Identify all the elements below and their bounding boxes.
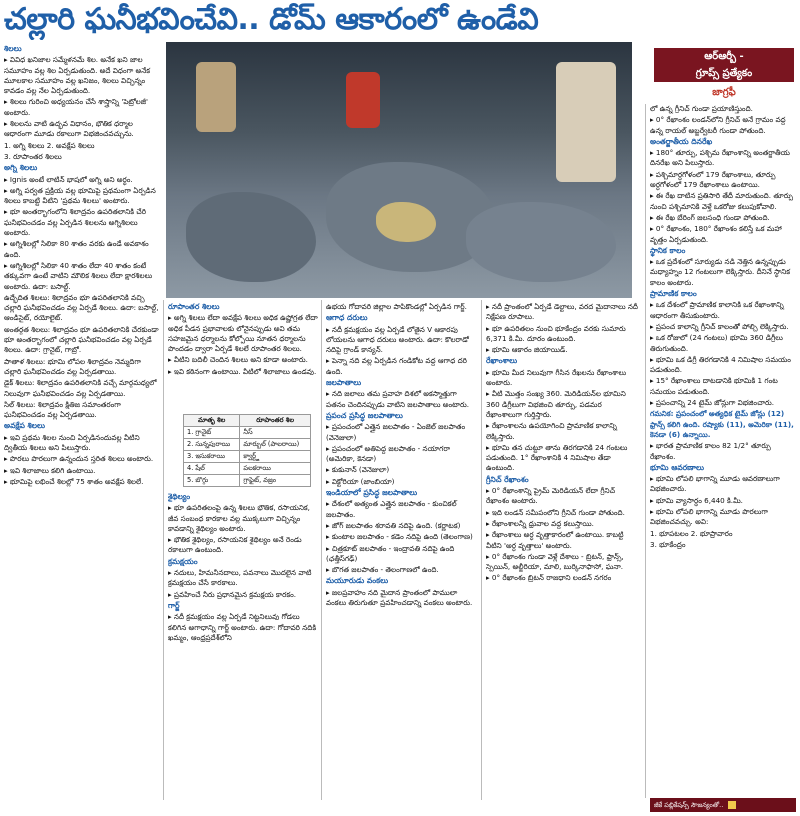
paragraph: ▸ భూ ఉపరితలంపై ఉన్న శిలలు భౌతిక, రసాయనిక, జీవ సంబంధ కారకాల వల్ల ముక్కలుగా విచ్ఛిన్నం కావడాన్ని శైథిల్యం అంటారు. (168, 503, 310, 533)
column-time (650, 104, 796, 794)
paragraph: ▸ భౌతిక శైథిల్యం, రసాయనిక శైథిల్యం అనే రెండు రకాలుగా ఉంటుంది. (168, 535, 302, 555)
paragraph: ▸ నదీ క్రమక్షయం వల్ల ఏర్పడే లోతైన V ఆకారపు లోయలను ఆగాధ దరులు అంటారు. ఉదా: కొలరాడో నదిపై గ్రాండ్ కాన్యన్. (326, 324, 469, 355)
paragraph: ▸ Ignis అంటే లాటిన్ భాషలో అగ్ని అని అర్థం. (4, 174, 133, 184)
paragraph: ▸ భూమి ఒక డిగ్రీ తిరగడానికి 4 నిమిషాల సమయం పడుతుంది. (650, 354, 791, 375)
paragraph: ▸ 0° రేఖాంశాన్ని ప్రైమ్ మెరిడియన్ లేదా గ్రీనిచ్ రేఖాంశం అంటారు. (486, 486, 616, 506)
table-cell: గ్రాఫైట్, వజ్రం (240, 475, 311, 487)
section-title: అవక్షేప శిలలు (4, 421, 46, 431)
table-cell: మార్బుల్ (పాలరాయి) (240, 439, 311, 451)
table-cell: క్వార్ట్జ్ (240, 451, 311, 463)
table-row (184, 475, 311, 487)
paragraph: ▸ జోగ్ జలపాతం శరావతి నదిపై ఉంది. (కర్ణాటక) (326, 520, 461, 530)
paragraph: ▸ 0° రేఖాంశం, 180° రేఖాంశం కలిస్తే ఒక మహా వృత్తం ఏర్పడుతుంది. (650, 224, 782, 244)
section-title: శిలలు (4, 44, 22, 53)
paragraph: ▸ ఇవి ప్రథమ శిలల నుంచి ఏర్పడినందువల్ల వీటిని ద్వితీయ శిలలు అని పిలుస్తారు. (4, 432, 140, 452)
paragraph: ▸ కుంటాల జలపాతం - కడెం నదిపై ఉంది (తెలంగాణ) (326, 532, 473, 542)
table-row (184, 439, 311, 451)
paragraph: ▸ ఆగ్నిశిలల్లో సిలికా 40 శాతం లేదా 40 శాతం కంటే తక్కువగా ఉంటే వాటిని మౌలిక శిలలు లేదా క్షారశిలలు అంటారు. ఉదా: బసాల్ట్. (4, 260, 153, 291)
paragraph: ▸ 0° రేఖాంశం లండన్‌లోని గ్రీనిచ్ అనే గ్రామం వద్ద ఉన్న రాయల్ అబ్జర్వేటరీ గుండా పోతుంది. (650, 115, 786, 135)
paragraph: ▸ ప్రపంచంలో అతిపెద్ద జలపాతం - నయాగరా (అమెరికా, కెనడా) (326, 443, 451, 464)
paragraph: ▸ 0° రేఖాంశం బ్రిటన్ రాజధాని లండన్ నగరం (486, 573, 612, 583)
paragraph: ▸ భూమి మీద నిలువుగా గీసిన రేఖలను రేఖాంశాలు అంటారు. (486, 367, 627, 388)
paragraph: ▸ భూమి తన చుట్టూ తాను తిరగడానికి 24 గంటలు పడుతుంది. 1° రేఖాంశానికి 4 నిమిషాల తేడా ఉంటుంది. (486, 442, 628, 473)
table-cell: నీస్ (240, 427, 311, 439)
table-header-row (184, 415, 311, 427)
column-divider (481, 300, 482, 800)
subject-label: జాగ్రఫీ (712, 87, 736, 98)
section-title: అగ్ని శిలలు (4, 163, 38, 173)
paragraph: ▸ 180° తూర్పు, పశ్చిమ రేఖాంశాన్ని అంతర్జాతీయ దినరేఖ అని పిలుస్తారు. (650, 148, 790, 168)
paragraph: ▸ ఒక రోజులో (24 గంటలు) భూమి 360 డిగ్రీలు తిరుగుతుంది. (650, 333, 783, 353)
paragraph: ▸ అగ్ని పర్వత ప్రక్రియ వల్ల భూమిపై ప్రథమంగా ఏర్పడిన శిలలు కాబట్టి వీటిని 'ప్రథమ శిలలు' అంటారు. (4, 185, 156, 206)
column-longitudes (486, 302, 640, 798)
paragraph: అంతర్గత శిలలు: శిలాద్రవం భూ ఉపరితలానికి చేరకుండా భూ అంతర్భాగంలో చల్లారి ఘనీభవించడం వల్ల ఏర్పడే శిలలు. ఉదా: గ్రానైట్, గాబ్రో. (4, 324, 159, 355)
paragraph: ▸ పెన్నా నది వల్ల ఏర్పడిన గండికోట వద్ద ఆగాధ దరి ఉంది. (326, 356, 467, 376)
section-title: అంతర్జాతీయ దినరేఖ (650, 136, 713, 146)
paragraph: 1. భూపటలం 2. భూప్రావారం (650, 528, 733, 538)
paragraph: ▸ నదులు, హిమనీనదాలు, పవనాలు మొదలైన వాటి క్రమక్షయం చేసే కారకాలు. (168, 568, 312, 588)
column-rivers (326, 302, 478, 798)
page-headline: చల్లారి ఘనీభవించేవి.. డోమ్ ఆకారంలో ఉండేవి (4, 2, 539, 37)
paragraph: ▸ పొరలు పొరలుగా ఉన్నందున స్తరిత శిలలు అంటారు. (4, 454, 154, 464)
paragraph: లో ఉన్న గ్రీనిచ్ గుండా ప్రయాణిస్తుంది. (650, 104, 753, 113)
paragraph: ▸ ప్రపంచాన్ని 24 టైమ్ జోన్లుగా విభజించారు. (650, 398, 775, 408)
paragraph: ▸ రేఖాంశాలన్నీ ధ్రువాల వద్ద కలుస్తాయి. (486, 518, 594, 528)
paragraph: ఉద్భేదిత శిలలు: శిలాద్రవం భూ ఉపరితలానికి వచ్చి చల్లారి ఘనీభవించడం వల్ల ఏర్పడే శిలలు. ఉదా: బసాల్ట్, ఆండిసైట్, రయోలైట్. (4, 292, 159, 323)
paragraph: ▸ పశ్చిమార్ధగోళంలో 179 రేఖాంశాలు, తూర్పు అర్ధగోళంలో 179 రేఖాంశాలు ఉంటాయి. (650, 169, 776, 190)
credit-text: జీకే పబ్లికేషన్స్ సౌజన్యంతో.. (654, 801, 724, 809)
paragraph: 3. భూకేంద్రం (650, 539, 686, 549)
paragraph: ▸ చిత్రకూట్ జలపాతం - ఇంద్రావతి నదిపై ఉంది (ఛత్తీస్‌గఢ్) (326, 543, 455, 563)
paragraph: ▸ 0° రేఖాంశం గుండా వెళ్లే దేశాలు - బ్రిటన్, ఫ్రాన్స్, స్పెయిన్, అల్జీరియా, మాలి, బుర్కినాఫాసో, ఘనా. (486, 551, 624, 572)
table-cell: 5. బొగ్గు (184, 475, 240, 487)
section-title: ప్రామాణిక కాలం (650, 289, 697, 299)
table-row (184, 451, 311, 463)
table-cell: 4. షేల్ (184, 463, 240, 475)
paragraph: ▸ ప్రపంచ కాలాన్ని గ్రీనిచ్ కాలంతో పోల్చి లెక్కిస్తారు. (650, 321, 789, 331)
paragraph: ▸ ఈ రేఖ దాటిన ప్రతిసారి తేదీ మారుతుంది. తూర్పు నుంచి పశ్చిమానికి వెళ్తే ఒకరోజు కలుపుకోవాలి. (650, 191, 794, 211)
section-title: జలపాతాలు (326, 378, 362, 388)
paragraph: సిల్ శిలలు: శిలాద్రవం క్షితిజ సమాంతరంగా ఘనీభవించడం వల్ల ఏర్పడతాయి. (4, 399, 121, 420)
paragraph: ▸ 15° రేఖాంశాలు దాటడానికి భూమికి 1 గంట సమయం పడుతుంది. (650, 376, 778, 396)
banner-line1: ఆర్ఆర్బీ - (704, 51, 744, 62)
section-title: గ్రీనిచ్ రేఖాంశం (486, 474, 529, 484)
column-divider (163, 300, 164, 800)
logo-icon (728, 801, 736, 809)
paragraph: ▸ ప్రవహించే నీరు ప్రధానమైన క్రమక్షయ కారకం. (168, 589, 297, 599)
paragraph: ▸ నది జలాలు తమ ప్రవాహ దిశలో అకస్మాత్తుగా పతనం చెందినప్పుడు వాటిని జలపాతాలు అంటారు. (326, 389, 470, 409)
section-title: మయూరుడు వంకలు (326, 576, 389, 586)
section-title: ఆగాధ దరులు (326, 313, 368, 323)
paragraph: ▸ భూమి వ్యాసార్థం 6,440 కి.మీ. (650, 495, 743, 505)
paragraph: ▸ ప్రపంచంలో ఎత్తైన జలపాతం - ఏంజెల్ జలపాతం (వెనెజులా) (326, 422, 466, 442)
section-title: శైథిల్యం (168, 492, 191, 501)
paragraph: ▸ భూమిపై లభించే శిలల్లో 75 శాతం అవక్షేప శిలలే. (4, 476, 144, 486)
mine-photo (166, 42, 632, 298)
paragraph: ▸ నదీ క్రమక్షయం వల్ల ఏర్పడే నిట్టనిలువు గోడలు కలిగిన అగాధాన్ని గార్జ్ అంటారు. ఉదా: గోదావరి నదికి ఖమ్మం, ఆంధ్రప్రదేశ్‌లోని (168, 612, 317, 642)
paragraph: 3. రూపాంతర శిలలు (4, 151, 62, 161)
paragraph: ▸ భూమి లోపలి భాగాన్ని మూడు ఆవరణాలుగా విభజించారు. (650, 474, 780, 494)
column-divider (321, 300, 322, 800)
paragraph: ▸ ఇవి కఠినంగా ఉంటాయి. వీటిలో శిలాజాలు ఉండవు. (168, 366, 317, 376)
paragraph: ▸ రేఖాంశాలు అర్ధ వృత్తాకారంలో ఉంటాయి. కాబట్టి వీటిని 'అర్ధ వృత్తాలు' అంటారు. (486, 530, 624, 550)
table-header: మాతృ శిల (184, 415, 240, 427)
paragraph: ▸ విక్టోరియా (జాంబియా) (326, 476, 395, 486)
paragraph: ▸ బొగత జలపాతం - తెలంగాణలో ఉంది. (326, 565, 439, 575)
section-title: క్రమక్షయం (168, 556, 198, 566)
paragraph: ▸ రేఖాంశాలను ఉపయోగించి ప్రామాణిక కాలాన్ని లెక్కిస్తారు. (486, 421, 617, 441)
paragraph: పాతాళ శిలలు: భూమి లోపల శిలాద్రవం నెమ్మదిగా చల్లారి ఘనీభవించడం వల్ల ఏర్పడతాయి. (4, 356, 141, 376)
paragraph: ▸ నదీ ప్రాంతంలో ఏర్పడే డెల్టాలు, వరద మైదానాలు నదీ నిక్షేపణ రూపాలు. (486, 302, 638, 322)
table-row (184, 427, 311, 439)
paragraph: ▸ ఈ రేఖ బేరింగ్ జలసంధి గుండా పోతుంది. (650, 212, 770, 222)
paragraph: ▸ ఒక దేశంలో ప్రామాణిక కాలానికి ఒక రేఖాంశాన్ని ఆధారంగా తీసుకుంటారు. (650, 300, 784, 320)
table-cell: పలకరాయి (240, 463, 311, 475)
section-title: రూపాంతర శిలలు (168, 302, 220, 311)
section-title: ఇండియాలో ప్రసిద్ధ జలపాతాలు (326, 488, 418, 498)
paragraph: ▸ భూమి ఆకారం జియాయిడ్. (486, 345, 568, 355)
column-divider (645, 104, 646, 798)
section-title: రేఖాంశాలు (486, 356, 518, 366)
rock-table (183, 414, 311, 487)
section-title: ప్రపంచ ప్రసిద్ధ జలపాతాలు (326, 410, 403, 420)
table-cell: 1. గ్రానైట్ (184, 427, 240, 439)
note-paragraph: గమనిక: ప్రపంచంలో అత్యధిక టైమ్ జోన్లు (12) ఫ్రాన్స్ కలిగి ఉంది. రష్యాకు (11), అమెరికా (11), కెనడా (6) ఉన్నాయి. (650, 409, 794, 439)
paragraph: ▸ దేశంలో అత్యంత ఎత్తైన జలపాతం - కుంచికల్ జలపాతం. (326, 499, 457, 519)
paragraph: ▸ వీటిని బదిలీ చెందిన శిలలు అని కూడా అంటారు. (168, 355, 308, 365)
paragraph: ▸ భారత ప్రామాణిక కాలం 82 1/2° తూర్పు రేఖాంశం. (650, 441, 771, 461)
paragraph: ▸ శిలలను వాటి ఉద్భవ విధానం, భౌతిక ధర్మాల ఆధారంగా మూడు రకాలుగా విభజించవచ్చును. (4, 119, 134, 139)
paragraph: ▸ కుకునాన్ (వెనెజులా) (326, 465, 390, 475)
credit-footer (650, 798, 796, 812)
column-weathering (168, 492, 318, 798)
section-title: స్థానిక కాలం (650, 245, 686, 255)
table-cell: 3. ఇసుకరాయి (184, 451, 240, 463)
table-row (184, 463, 311, 475)
column-rocks (4, 44, 160, 798)
paragraph: ▸ అగ్నిశిలల్లో సిలికా 80 శాతం వరకు ఉండే అవకాశం ఉంది. (4, 239, 149, 259)
paragraph: ▸ ఇవి శిలాజాలు కలిగి ఉంటాయి. (4, 465, 96, 475)
banner-line2: గ్రూప్స్ ప్రత్యేకం (695, 68, 753, 79)
paragraph: ▸ భూమి లోపలి భాగాన్ని మూడు పొరలుగా విభజించవచ్చు. అవి: (650, 506, 768, 527)
table-header: రూపాంతర శిల (240, 415, 311, 427)
paragraph: డైక్ శిలలు: శిలాద్రవం ఉపరితలానికి వచ్చే మార్గమధ్యలో నిలువుగా ఘనీభవించడం వల్ల ఏర్పడతాయి. (4, 378, 157, 398)
paragraph: ▸ అగ్ని శిలలు లేదా అవక్షేప శిలలు అధిక ఉష్ణోగ్రత లేదా అధిక పీడన ప్రభావాలకు లోనైనప్పుడు అవి తమ సహజమైన ధర్మాలను కోల్పోయి నూతన ధర్మాలను పొందడం ద్వారా ఏర్పడే శిలలే రూపాంతర శిలలు. (168, 313, 318, 354)
paragraph: ▸ ఇది లండన్ సమీపంలోని గ్రీనిచ్ గుండా పోతుంది. (486, 507, 625, 517)
paragraph: ▸ ఒక ప్రదేశంలో సూర్యుడు నడి నెత్తిన ఉన్నప్పుడు మధ్యాహ్నం 12 గంటలుగా లెక్కిస్తారు. దీనినే స్థానిక కాలం అంటారు. (650, 257, 791, 287)
paragraph: ▸ శిలలు గురించి అధ్యయనం చేసే శాస్త్రాన్ని 'పెట్రోలజీ' అంటారు. (4, 97, 148, 117)
paragraph: ▸ వీటి మొత్తం సంఖ్య 360. మెరిడియన్‌ల భూమిని 360 డిగ్రీలుగా విభజించి తూర్పు, పడమర రేఖాంశాలుగా గుర్తిస్తారు. (486, 389, 626, 419)
table-cell: 2. సున్నపురాయి (184, 439, 240, 451)
section-title: భూమి ఆవరణాలు (650, 462, 705, 472)
paragraph: 1. అగ్ని శిలలు 2. అవక్షేప శిలలు (4, 140, 95, 150)
paragraph: ▸ భూ ఉపరితలం నుంచి భూకేంద్రం వరకు సుమారు 6,371 కి.మీ. దూరం ఉంటుంది. (486, 323, 626, 343)
paragraph: ఉభయ గోదావరి జిల్లాల పాపికొండల్లో ఏర్పడిన గార్జ్. (326, 302, 467, 311)
paragraph: ▸ వివిధ ఖనిజాల సమ్మేళనమే శిల. అనేక ఖని జాల సమూహం వల్ల శిల ఏర్పడుతుంది. అదే విధంగా అనేక మూలకాల సమూహం వల్ల ఖనిజం, శిలలు విచ్ఛిన్నం కావడం వల్ల నేల ఏర్పడుతుంది. (4, 55, 151, 96)
exam-special-banner (654, 48, 794, 82)
section-title: గార్జ్ (168, 600, 180, 610)
paragraph: ▸ జలప్రవాహం నది మైదాన ప్రాంతంలో పాములా వంకలు తిరుగుతూ ప్రవహించడాన్ని వంకలు అంటారు. (326, 587, 473, 608)
paragraph: ▸ భూ అంతర్భాగంలోని శిలాద్రవం ఉపరితలానికి చేరి ఘనీభవించడం వల్ల ఏర్పడిన శిలలను అగ్నిశిలలు అంటారు. (4, 207, 146, 238)
